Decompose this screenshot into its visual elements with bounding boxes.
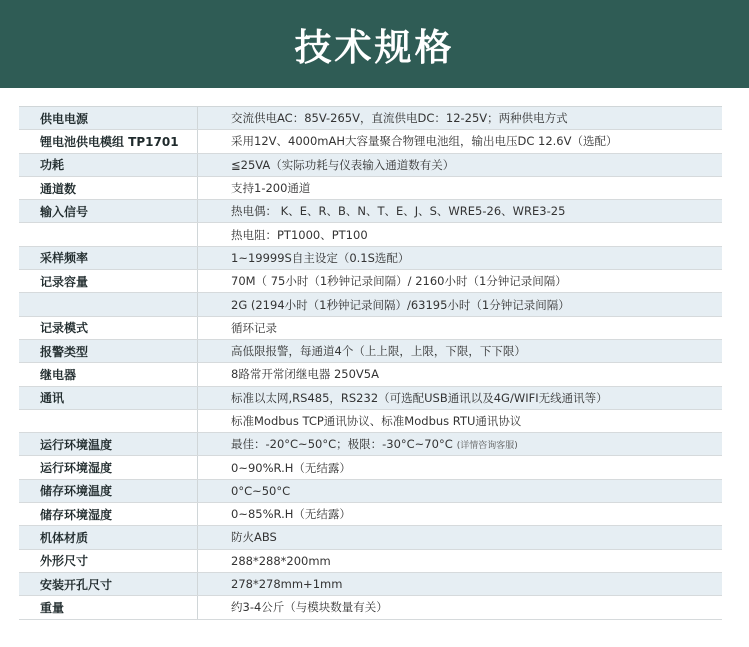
spec-value [198, 456, 722, 478]
spec-value-text: 标准以太网,RS485，RS232（可选配USB通讯以及4G/WIFI无线通讯等） [231, 390, 608, 405]
spec-value [198, 550, 722, 572]
spec-value [198, 293, 722, 315]
spec-value [198, 340, 722, 362]
spec-value [198, 363, 722, 385]
spec-value-text: 70M（ 75小时（1秒钟记录间隔）/ 2160小时（1分钟记录间隔） [231, 274, 567, 289]
spec-row [19, 433, 722, 456]
spec-row [19, 154, 722, 177]
spec-label: 储存环境湿度 [19, 503, 198, 525]
spec-value-text: 高低限报警，每通道4个（上上限，上限，下限，下下限） [231, 344, 526, 359]
spec-label: 重量 [19, 596, 198, 618]
spec-row [19, 317, 722, 340]
spec-label: 通道数 [19, 177, 198, 199]
spec-value-text: 防火ABS [231, 530, 277, 545]
spec-row [19, 293, 722, 316]
spec-value [198, 200, 722, 222]
spec-value [198, 573, 722, 595]
spec-value [198, 177, 722, 199]
spec-row [19, 596, 722, 619]
spec-value-text: 标准Modbus TCP通讯协议、标准Modbus RTU通讯协议 [231, 414, 522, 428]
spec-label: 通讯 [19, 387, 198, 409]
spec-label: 报警类型 [19, 340, 198, 362]
spec-row [19, 223, 722, 246]
spec-label [19, 223, 198, 245]
spec-value [198, 410, 722, 432]
spec-row [19, 247, 722, 270]
spec-row [19, 340, 722, 363]
spec-value-text: 0~90%R.H（无结露） [231, 460, 351, 475]
spec-row [19, 107, 722, 130]
spec-value-text: 热电偶： K、E、R、B、N、T、E、J、S、WRE5-26、WRE3-25 [231, 204, 566, 219]
spec-row [19, 410, 722, 433]
spec-note: (详情咨询客服) [456, 440, 518, 451]
spec-value-text: 支持1-200通道 [231, 181, 311, 196]
spec-label: 采样频率 [19, 247, 198, 269]
header-banner [0, 0, 749, 88]
spec-value-text: 8路常开常闭继电器 250V5A [231, 367, 379, 382]
spec-label: 机体材质 [19, 526, 198, 548]
spec-row [19, 387, 722, 410]
spec-value-text: 0°C~50°C [231, 483, 291, 498]
spec-label: 输入信号 [19, 200, 198, 222]
spec-value-text: 0~85%R.H（无结露） [231, 507, 351, 522]
spec-value [198, 526, 722, 548]
spec-value-text: 交流供电AC：85V-265V，直流供电DC：12-25V；两种供电方式 [231, 111, 568, 126]
spec-row [19, 526, 722, 549]
spec-label: 外形尺寸 [19, 550, 198, 572]
spec-label: 记录模式 [19, 317, 198, 339]
spec-label: 安装开孔尺寸 [19, 573, 198, 595]
spec-value-text: 采用12V、4000mAH大容量聚合物锂电池组，输出电压DC 12.6V（选配） [231, 134, 618, 149]
spec-table [19, 106, 722, 620]
spec-label: 运行环境湿度 [19, 456, 198, 478]
spec-value-text: 2G (2194小时（1秒钟记录间隔）/63195小时（1分钟记录间隔） [231, 297, 570, 312]
spec-row [19, 456, 722, 479]
spec-row [19, 177, 722, 200]
spec-value-text: 约3-4公斤（与模块数量有关） [231, 600, 388, 615]
spec-label: 运行环境温度 [19, 433, 198, 455]
spec-label [19, 293, 198, 315]
spec-value [198, 223, 722, 245]
spec-value-text: 1~19999S自主设定（0.1S选配） [231, 250, 410, 265]
spec-value-text: 288*288*200mm [231, 553, 331, 568]
spec-label: 供电电源 [19, 107, 198, 129]
spec-label: 继电器 [19, 363, 198, 385]
spec-label: 功耗 [19, 154, 198, 176]
spec-value [198, 247, 722, 269]
spec-row [19, 480, 722, 503]
spec-value [198, 387, 722, 409]
spec-row [19, 363, 722, 386]
spec-value [198, 480, 722, 502]
spec-row [19, 270, 722, 293]
spec-label: 记录容量 [19, 270, 198, 292]
spec-value [198, 270, 722, 292]
spec-row [19, 503, 722, 526]
page-title: 技术规格 [294, 26, 455, 69]
spec-label: 储存环境温度 [19, 480, 198, 502]
spec-value [198, 433, 722, 455]
spec-value [198, 154, 722, 176]
spec-value-text: 循环记录 [231, 320, 277, 335]
spec-value-text: 热电阻：PT1000、PT100 [231, 227, 368, 242]
spec-value-text: ≦25VA（实际功耗与仪表输入通道数有关） [231, 157, 455, 172]
spec-value-text: 278*278mm+1mm [231, 577, 343, 592]
spec-label: 锂电池供电模组 TP1701 [19, 130, 198, 152]
spec-value [198, 503, 722, 525]
spec-row [19, 130, 722, 153]
spec-value [198, 317, 722, 339]
spec-row [19, 550, 722, 573]
spec-value-text: 最佳：-20°C~50°C；极限：-30°C~70°C [231, 437, 453, 452]
spec-label [19, 410, 198, 432]
spec-value [198, 107, 722, 129]
spec-value [198, 130, 722, 152]
spec-row [19, 573, 722, 596]
spec-value [198, 596, 722, 618]
spec-row [19, 200, 722, 223]
